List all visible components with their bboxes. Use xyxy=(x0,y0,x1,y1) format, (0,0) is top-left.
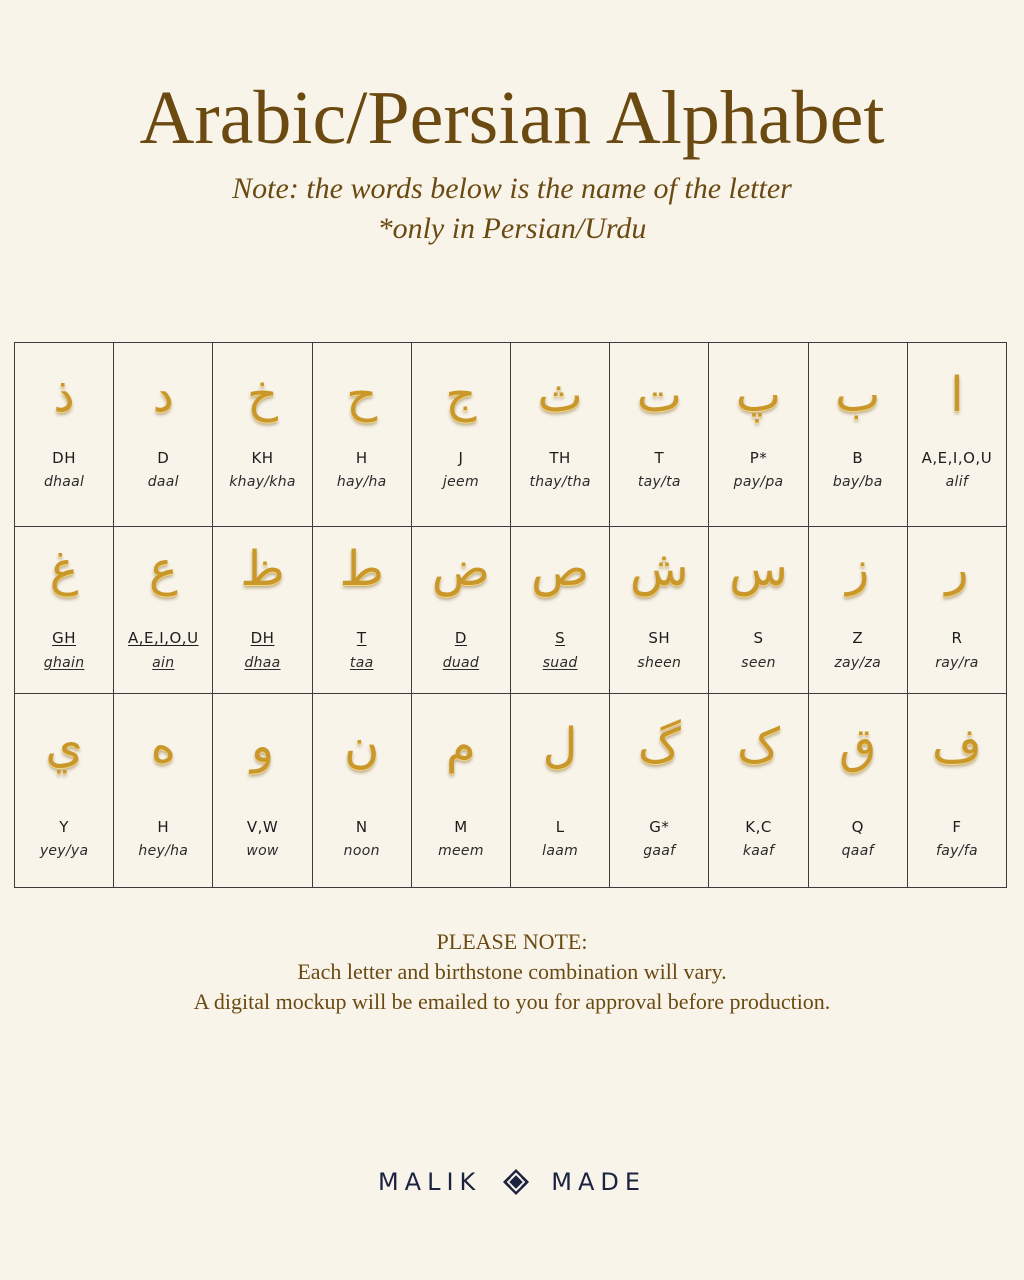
letter-cell xyxy=(15,694,114,888)
letter-transliteration: V,W xyxy=(246,818,279,836)
alphabet-grid xyxy=(14,342,1007,888)
letter-name: bay/ba xyxy=(832,474,883,490)
letter-name: laam xyxy=(542,843,579,859)
arabic-letter-glyph: ص xyxy=(531,541,590,597)
letter-transliteration: D xyxy=(157,449,170,467)
letter-name: dhaa xyxy=(244,655,281,671)
letter-cell xyxy=(412,343,511,526)
letter-transliteration: GH xyxy=(52,629,77,647)
letter-name: noon xyxy=(343,843,380,859)
arabic-letter-glyph: ج xyxy=(445,367,477,423)
letter-name: hey/ha xyxy=(138,843,189,859)
letter-name: kaaf xyxy=(742,843,775,859)
letter-name: yey/ya xyxy=(39,843,89,859)
letter-name: duad xyxy=(442,655,480,671)
letter-cell xyxy=(809,694,908,888)
arabic-letter-glyph: ث xyxy=(537,367,583,423)
letter-cell xyxy=(15,527,114,693)
malik-made-logo-icon xyxy=(499,1165,533,1199)
arabic-letter-glyph: ف xyxy=(932,718,982,774)
letter-cell xyxy=(313,343,412,526)
note-letter-names: Note: the words below is the name of the letter xyxy=(232,172,792,205)
letter-transliteration: P* xyxy=(749,449,768,467)
arabic-letter-glyph: ض xyxy=(431,541,490,597)
letter-name: hay/ha xyxy=(336,474,387,490)
letter-name: taa xyxy=(349,655,374,671)
letter-transliteration: R xyxy=(951,629,963,647)
letter-cell xyxy=(511,343,610,526)
letter-transliteration: A,E,I,O,U xyxy=(128,629,199,647)
letter-cell xyxy=(114,694,213,888)
letter-transliteration: T xyxy=(356,629,367,647)
arabic-letter-glyph: ح xyxy=(346,367,378,423)
letter-name: ain xyxy=(152,655,175,671)
brand-footer xyxy=(0,1165,1024,1199)
letter-transliteration: T xyxy=(654,449,665,467)
arabic-letter-glyph: ب xyxy=(835,367,881,423)
letter-name: jeem xyxy=(442,474,479,490)
alphabet-row-3 xyxy=(15,694,1006,888)
letter-name: gaaf xyxy=(643,843,676,859)
please-note-line-1: Each letter and birthstone combination will vary. xyxy=(297,959,727,984)
letter-name: sheen xyxy=(637,655,682,671)
letter-name: ghain xyxy=(43,655,85,671)
letter-name: seen xyxy=(741,655,776,671)
letter-name: suad xyxy=(542,655,578,671)
letter-name: daal xyxy=(147,474,179,490)
arabic-letter-glyph: ز xyxy=(846,541,870,597)
letter-transliteration: S xyxy=(753,629,764,647)
letter-transliteration: H xyxy=(355,449,368,467)
letter-name: pay/pa xyxy=(733,474,784,490)
letter-cell xyxy=(213,343,312,526)
arabic-letter-glyph: ظ xyxy=(240,541,285,597)
alphabet-row-2 xyxy=(15,527,1006,694)
letter-name: zay/za xyxy=(834,655,882,671)
letter-cell xyxy=(114,343,213,526)
letter-cell xyxy=(610,343,709,526)
letter-transliteration: Y xyxy=(59,818,69,836)
letter-cell xyxy=(709,343,808,526)
arabic-letter-glyph: ق xyxy=(839,718,877,774)
arabic-letter-glyph: غ xyxy=(49,541,79,597)
letter-cell xyxy=(511,527,610,693)
letter-transliteration: A,E,I,O,U xyxy=(921,449,993,467)
letter-name: ray/ra xyxy=(935,655,979,671)
letter-cell xyxy=(908,694,1006,888)
arabic-letter-glyph: ک xyxy=(737,718,780,774)
arabic-letter-glyph: ش xyxy=(630,541,689,597)
letter-cell xyxy=(610,527,709,693)
arabic-letter-glyph: د xyxy=(152,367,174,423)
arabic-letter-glyph: پ xyxy=(735,367,782,423)
arabic-letter-glyph: ه xyxy=(150,718,176,774)
arabic-letter-glyph: س xyxy=(729,541,788,597)
letter-transliteration: L xyxy=(555,818,565,836)
brand-word-right: MADE xyxy=(551,1168,647,1196)
alphabet-row-1 xyxy=(15,343,1006,527)
letter-name: tay/ta xyxy=(637,474,681,490)
arabic-letter-glyph: ع xyxy=(148,541,178,597)
arabic-letter-glyph: ل xyxy=(542,718,578,774)
letter-cell xyxy=(114,527,213,693)
letter-transliteration: TH xyxy=(549,449,571,467)
letter-name: thay/tha xyxy=(529,474,591,490)
letter-cell xyxy=(809,527,908,693)
letter-transliteration: DH xyxy=(52,449,77,467)
letter-transliteration: J xyxy=(458,449,464,467)
arabic-letter-glyph: خ xyxy=(247,367,278,423)
arabic-letter-glyph: ذ xyxy=(53,367,75,423)
arabic-letter-glyph: و xyxy=(250,718,275,774)
page-title: Arabic/Persian Alphabet xyxy=(139,76,885,160)
arabic-letter-glyph: گ xyxy=(637,718,681,774)
letter-cell xyxy=(610,694,709,888)
please-note-heading: PLEASE NOTE: xyxy=(436,929,588,954)
letter-cell xyxy=(412,527,511,693)
arabic-letter-glyph: ي xyxy=(45,718,83,774)
letter-cell xyxy=(511,694,610,888)
letter-transliteration: Q xyxy=(851,818,864,836)
letter-transliteration: D xyxy=(454,629,467,647)
letter-name: alif xyxy=(945,474,969,490)
letter-cell xyxy=(809,343,908,526)
letter-name: wow xyxy=(246,843,279,859)
arabic-letter-glyph: ا xyxy=(950,367,964,423)
letter-transliteration: KH xyxy=(251,449,274,467)
note-persian-urdu: *only in Persian/Urdu xyxy=(377,212,647,245)
letter-transliteration: H xyxy=(157,818,170,836)
letter-name: fay/fa xyxy=(936,843,978,859)
letter-transliteration: N xyxy=(355,818,368,836)
brand-word-left: MALIK xyxy=(377,1168,482,1196)
arabic-letter-glyph: ط xyxy=(339,541,384,597)
letter-cell xyxy=(908,343,1006,526)
letter-name: khay/kha xyxy=(229,474,296,490)
letter-cell xyxy=(709,527,808,693)
letter-cell xyxy=(709,694,808,888)
letter-transliteration: S xyxy=(555,629,566,647)
letter-name: meem xyxy=(438,843,484,859)
letter-transliteration: SH xyxy=(648,629,671,647)
letter-transliteration: DH xyxy=(250,629,275,647)
letter-transliteration: G* xyxy=(649,818,670,836)
letter-name: qaaf xyxy=(841,843,874,859)
arabic-letter-glyph: م xyxy=(446,718,476,774)
letter-transliteration: F xyxy=(952,818,962,836)
letter-transliteration: Z xyxy=(852,629,864,647)
arabic-letter-glyph: ت xyxy=(636,367,682,423)
letter-cell xyxy=(412,694,511,888)
letter-cell xyxy=(313,527,412,693)
letter-transliteration: K,C xyxy=(745,818,772,836)
please-note-line-2: A digital mockup will be emailed to you for approval before production. xyxy=(193,989,831,1014)
letter-transliteration: M xyxy=(454,818,468,836)
letter-cell xyxy=(213,527,312,693)
letter-transliteration: B xyxy=(852,449,864,467)
letter-cell xyxy=(908,527,1006,693)
letter-name: dhaal xyxy=(43,474,85,490)
letter-cell xyxy=(15,343,114,526)
letter-cell xyxy=(313,694,412,888)
letter-cell xyxy=(213,694,312,888)
arabic-letter-glyph: ن xyxy=(344,718,380,774)
arabic-letter-glyph: ر xyxy=(945,541,969,597)
